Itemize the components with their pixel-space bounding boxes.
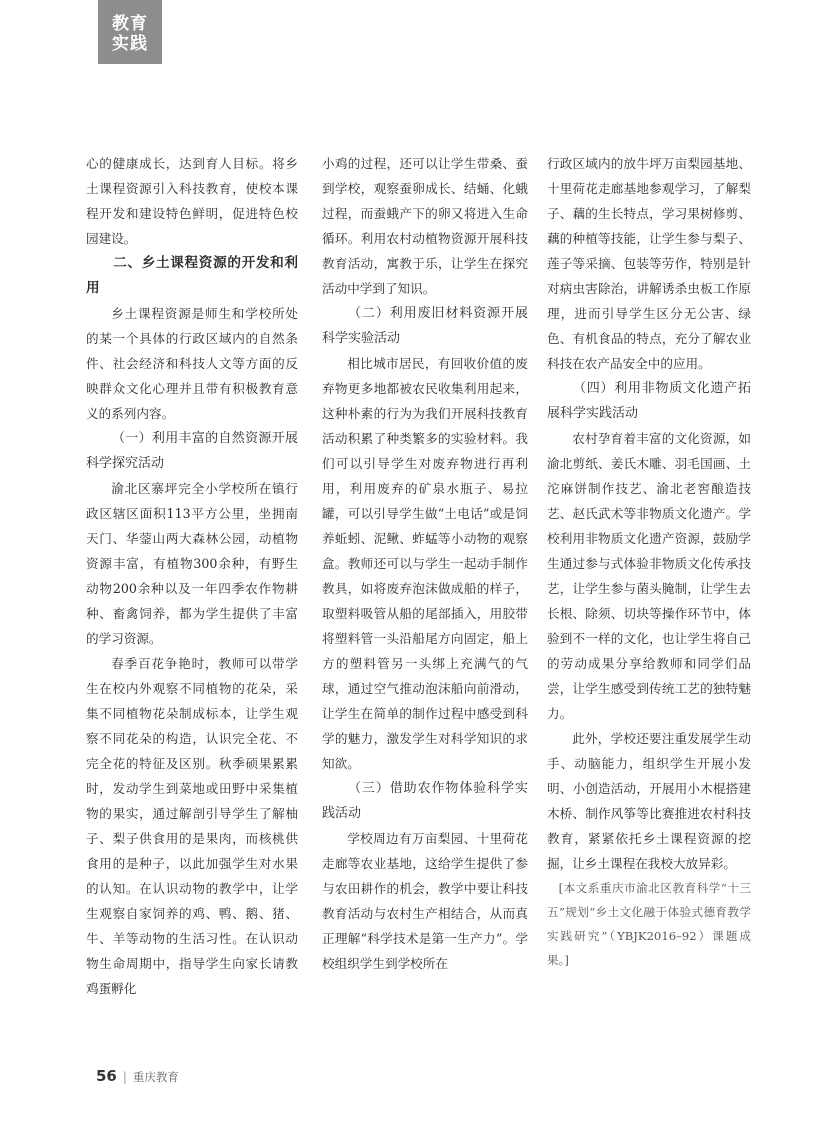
section-tag-line2: 实践 [112,34,148,54]
section-tag-line1: 教育 [112,14,148,34]
paragraph: 此外，学校还要注重发展学生动手、动脑能力，组织学生开展小发明、小创造活动，开展用小木棍搭建木桥、制作风筝等比赛推进农村科技教育，紧紧依托乡土课程资源的挖掘，让乡土课程在我校大放异彩。 [547,731,751,871]
paragraph: 心的健康成长，达到育人目标。将乡土课程资源引入科技教育，使校本课程开发和建设特色鲜明，促进特色校园建设。 [86,156,298,246]
column-2 [322,151,528,976]
paragraph: 小鸡的过程，还可以让学生带桑、蚕到学校，观察蚕卵成长、结蛹、化蛾过程，而蚕蛾产下的卵又将进入生命循环。利用农村动植物资源开展科技教育活动，寓教于乐，让学生在探究活动中学到了知识。 [322,156,528,296]
subsection-heading: （三）借助农作物体验科学实践活动 [322,781,528,821]
subsection-heading: （二）利用废旧材料资源开展科学实验活动 [322,306,528,346]
column-1 [86,151,298,1001]
column-3 [547,151,751,972]
paragraph: 乡土课程资源是师生和学校所处的某一个具体的行政区域内的自然条件、社会经济和科技人文等方面的反映群众文化心理并且带有积极教育意义的系列内容。 [86,306,298,421]
paragraph: 渝北区寨坪完全小学校所在镇行政区辖区面积113平方公里，坐拥南天门、华蓥山两大森林公园，动植物资源丰富，有植物300余种，有野生动物200余种以及一年四季农作物耕种、畜禽饲养，都为学生提供了丰富的学习资源。 [86,481,298,646]
funding-note: [本文系重庆市渝北区教育科学“十三五”规划“乡土文化融于体验式德育教学实践研究”（YBJK2016–92）课题成果。] [547,881,751,967]
paragraph: 农村孕育着丰富的文化资源，如渝北剪纸、姜氏木雕、羽毛国画、土沱麻饼制作技艺、渝北老窖酿造技艺、赵氏武术等非物质文化遗产。学校利用非物质文化遗产资源，鼓励学生通过参与式体验非物质文化传承技艺，让学生参与菌头腌制，让学生去长根、除须、切块等操作环节中，体验到不一样的文化，也让学生将自己的劳动成果分享给教师和同学们品尝，让学生感受到传统工艺的独特魅力。 [547,431,751,721]
subsection-heading: （四）利用非物质文化遗产拓展科学实践活动 [547,381,751,421]
page-number: 56 [96,1067,117,1085]
footer-separator: | [122,1070,127,1084]
paragraph: 相比城市居民，有回收价值的废弃物更多地都被农民收集利用起来，这种朴素的行为为我们开展科技教育活动积累了种类繁多的实验材料。我们可以引导学生对废弃物进行再利用，利用废弃的矿泉水瓶子、易拉罐，可以引导学生做“土电话”或是饲养蚯蚓、泥鳅、蚱蜢等小动物的观察盒。教师还可以与学生一起动手制作教具，如将废弃泡沫做成船的样子，取塑料吸管从船的尾部插入，用胶带将塑料管一头沿船尾方向固定，船上方的塑料管另一头绑上充满气的气球，通过空气推动泡沫船向前滑动，让学生在简单的制作过程中感受到科学的魅力，激发学生对科学知识的求知欲。 [322,356,528,771]
publication-name: 重庆教育 [132,1070,179,1084]
section-tag [98,0,162,64]
section-heading: 二、乡土课程资源的开发和利用 [86,255,298,296]
subsection-heading: （一）利用丰富的自然资源开展科学探究活动 [86,431,298,471]
paragraph: 春季百花争艳时，教师可以带学生在校内外观察不同植物的花朵，采集不同植物花朵制成标本，让学生观察不同花朵的构造，认识完全花、不完全花的特征及区别。秋季硕果累累时，发动学生到菜地或田野中采集植物的果实，通过解剖引导学生了解柚子、梨子供食用的是果肉，而核桃供食用的是种子，以此加强学生对水果的认知。在认识动物的教学中，让学生观察自家饲养的鸡、鸭、鹅、猪、牛、羊等动物的生活习性。在认识动物生命周期中，指导学生向家长请教鸡蛋孵化 [86,656,298,996]
page-footer [96,1067,179,1085]
paragraph: 学校周边有万亩梨园、十里荷花走廊等农业基地，这给学生提供了参与农田耕作的机会，教学中要让科技教育活动与农村生产相结合，从而真正理解“科学技术是第一生产力”。学校组织学生到学校所在 [322,831,528,971]
paragraph: 行政区域内的放牛坪万亩梨园基地、十里荷花走廊基地参观学习，了解梨子、藕的生长特点，学习果树修剪、藕的种植等技能，让学生参与梨子、莲子等采摘、包装等劳作，特别是针对病虫害除治，讲解诱杀虫板工作原理，进而引导学生区分无公害、绿色、有机食品的特点，充分了解农业科技在农产品安全中的应用。 [547,156,751,371]
